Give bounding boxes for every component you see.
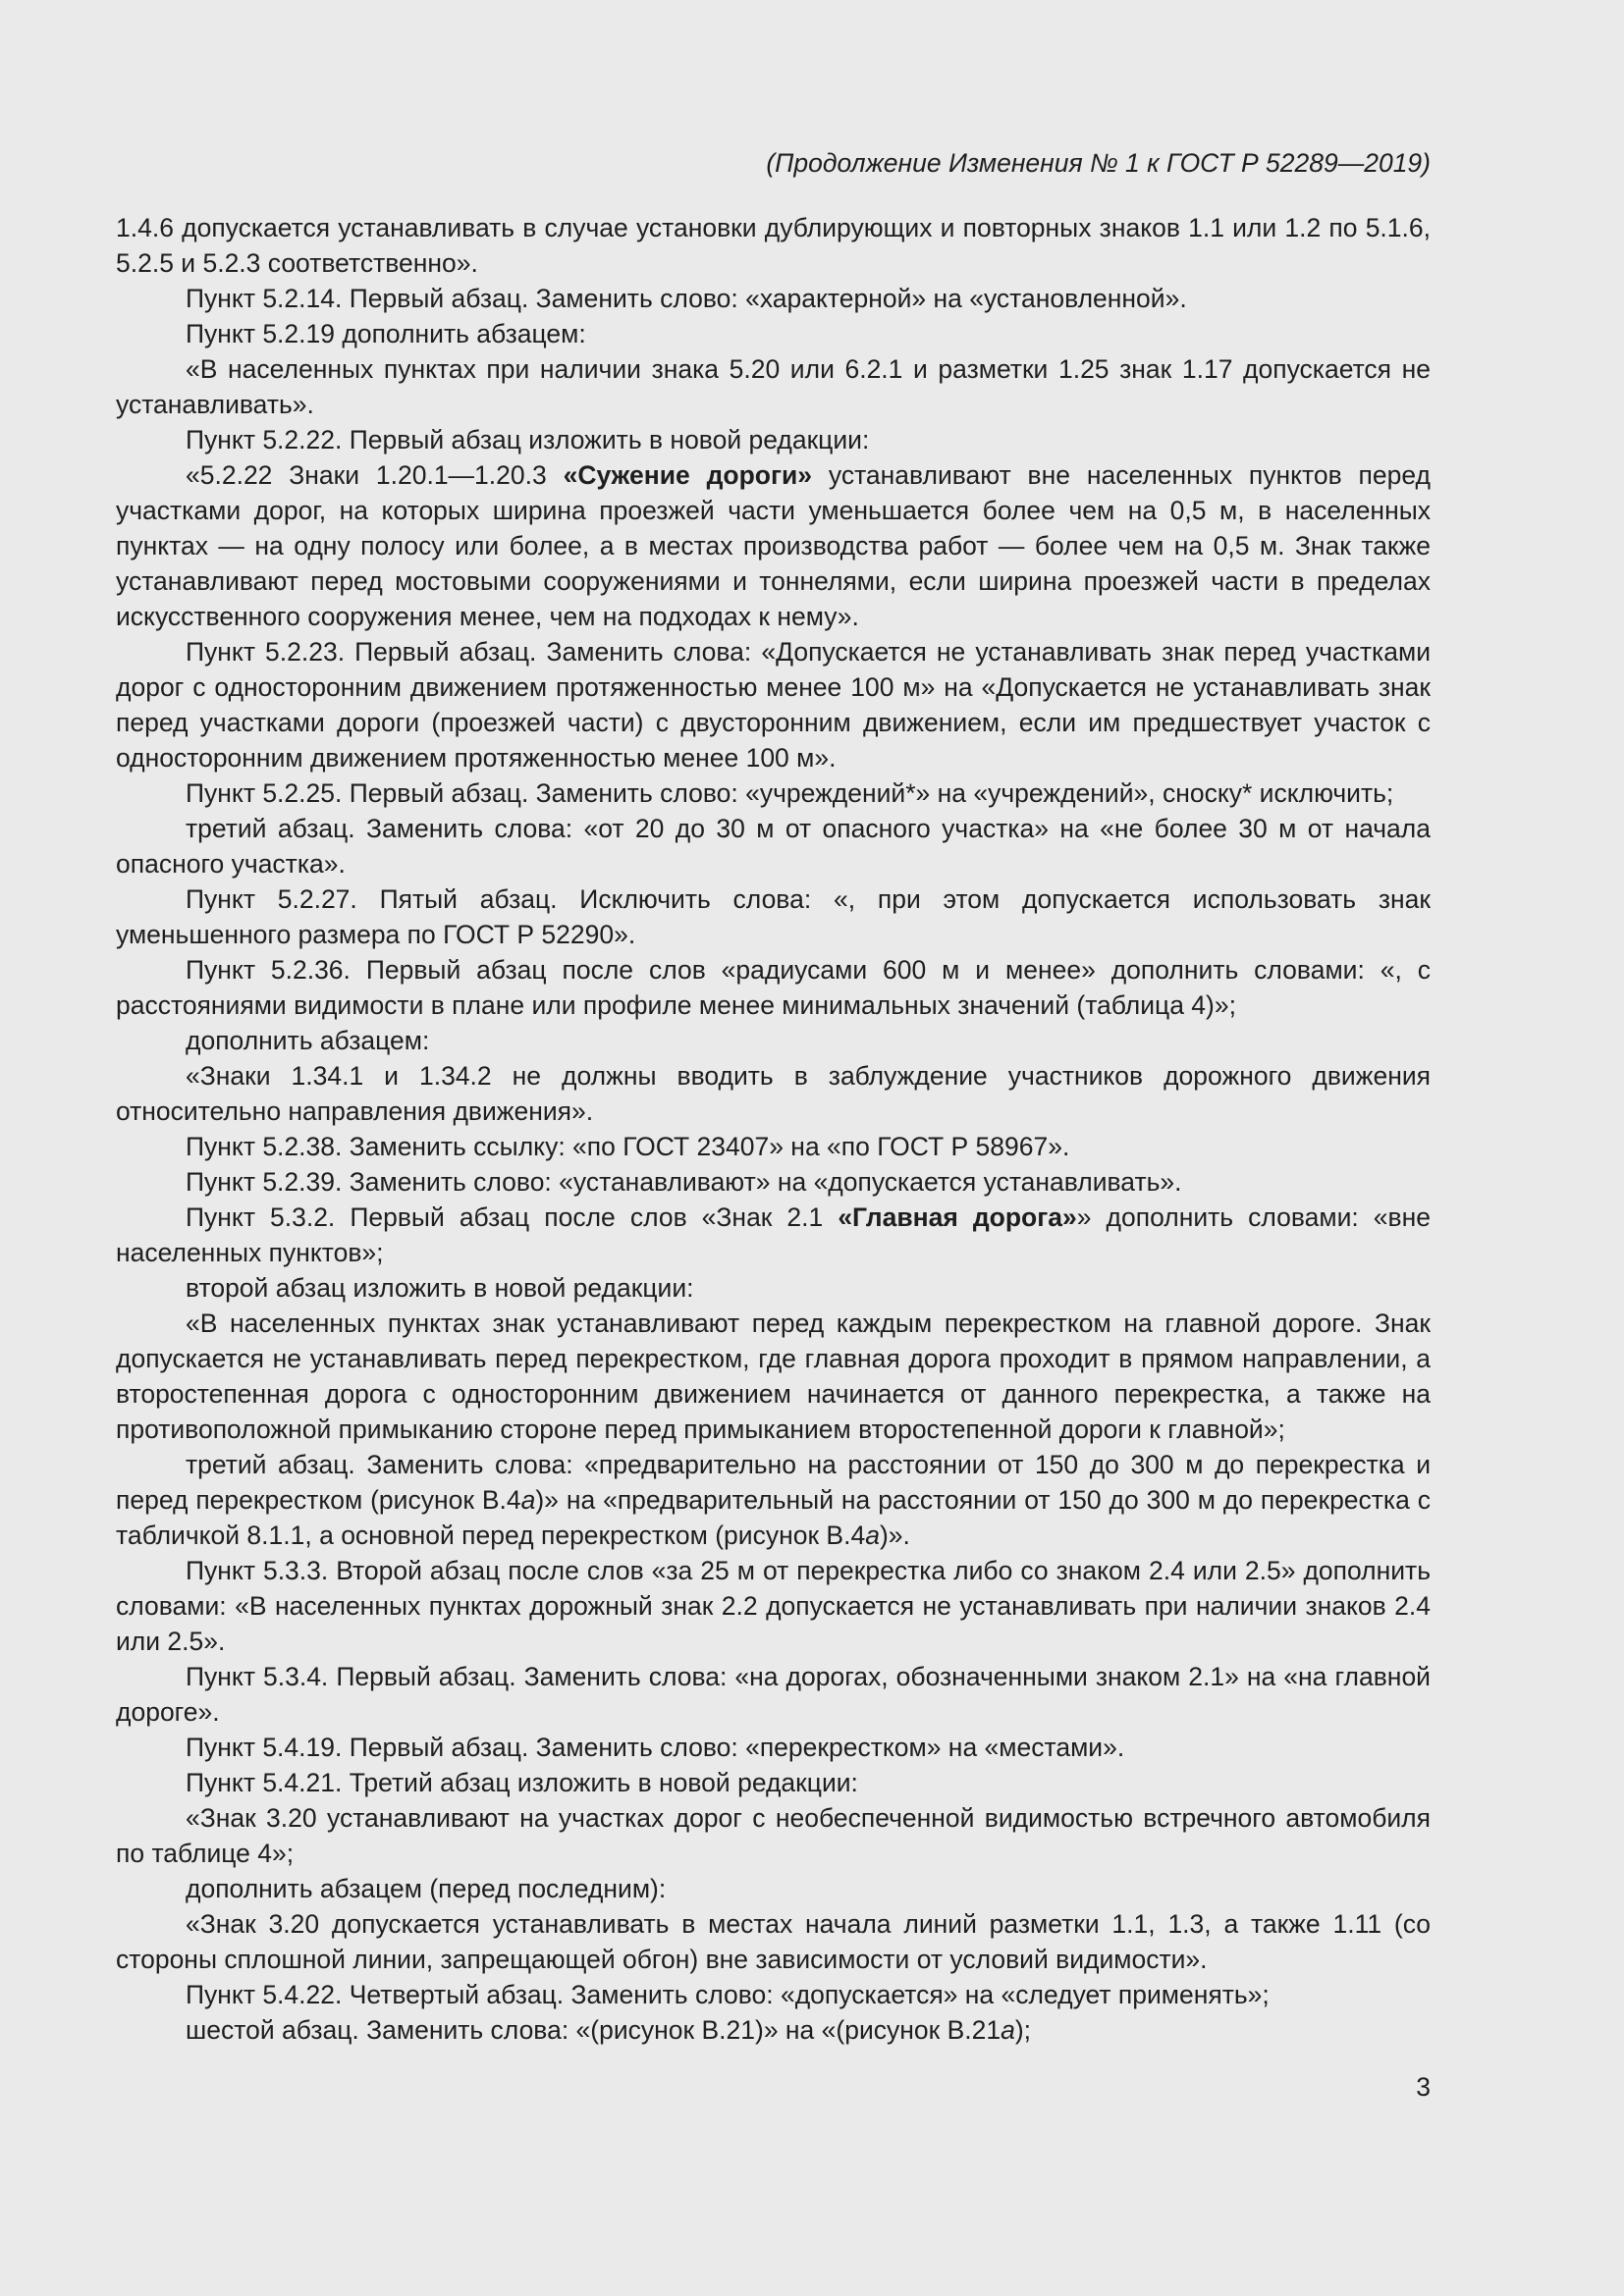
paragraph bbox=[116, 1730, 1431, 1765]
text-run: )». bbox=[879, 1521, 910, 1550]
paragraph bbox=[116, 1553, 1431, 1659]
text-run: Пункт 5.4.21. Третий абзац изложить в новой редакции: bbox=[186, 1768, 858, 1797]
text-run: третий абзац. Заменить слова: «предварительно на расстоянии от 150 до 300 м до перекрестка и перед перекрестком (рисунок В.4 bbox=[116, 1450, 1431, 1515]
text-run: дополнить абзацем: bbox=[186, 1026, 430, 1055]
text-run: Пункт 5.2.19 дополнить абзацем: bbox=[186, 319, 586, 348]
text-run: «Знаки 1.34.1 и 1.34.2 не должны вводить в заблуждение участников дорожного движения относительно направления движения». bbox=[116, 1061, 1431, 1126]
paragraph bbox=[116, 1129, 1431, 1164]
text-run: дополнить абзацем (перед последним): bbox=[186, 1874, 667, 1903]
text-run: «В населенных пунктах при наличии знака 5.20 или 6.2.1 и разметки 1.25 знак 1.17 допускается не устанавливать». bbox=[116, 354, 1431, 419]
document-body bbox=[116, 210, 1431, 2048]
text-run: устанавливают вне населенных пунктов перед участками дорог, на которых ширина проезжей части уменьшается более чем на 0,5 м, в населенных пунктах — на одну полосу или более, а в местах производства работ — более чем на 0,5 м. Знак также устанавливают перед мостовыми сооружениями и тоннелями, если ширина проезжей части в пределах искусственного сооружения менее, чем на подходах к нему». bbox=[116, 460, 1432, 631]
text-run: Пункт 5.2.22. Первый абзац изложить в новой редакции: bbox=[186, 425, 870, 454]
text-run: Пункт 5.3.4. Первый абзац. Заменить слова: «на дорогах, обозначенными знаком 2.1» на «на главной дороге». bbox=[116, 1662, 1431, 1727]
italic-text: а bbox=[1001, 2015, 1015, 2045]
paragraph bbox=[116, 1765, 1431, 1800]
paragraph bbox=[116, 811, 1431, 881]
text-run: шестой абзац. Заменить слова: «(рисунок В.21)» на «(рисунок В.21 bbox=[186, 2015, 1001, 2045]
text-run: Пункт 5.2.25. Первый абзац. Заменить слово: «учреждений*» на «учреждений», сноску* исключить; bbox=[186, 778, 1394, 808]
text-run: второй абзац изложить в новой редакции: bbox=[186, 1273, 694, 1303]
text-run: Пункт 5.2.14. Первый абзац. Заменить слово: «характерной» на «установленной». bbox=[186, 284, 1187, 313]
paragraph bbox=[116, 1164, 1431, 1200]
paragraph bbox=[116, 952, 1431, 1023]
text-run: «Знак 3.20 устанавливают на участках дорог с необеспеченной видимостью встречного автомобиля по таблице 4»; bbox=[116, 1803, 1431, 1868]
italic-text: а bbox=[865, 1521, 880, 1550]
paragraph bbox=[116, 316, 1431, 351]
bold-text: «Сужение дороги» bbox=[563, 460, 813, 490]
paragraph bbox=[116, 457, 1431, 634]
paragraph bbox=[116, 775, 1431, 811]
paragraph bbox=[116, 1306, 1431, 1447]
paragraph bbox=[116, 1906, 1431, 1977]
paragraph bbox=[116, 2012, 1431, 2048]
text-run: «5.2.22 Знаки 1.20.1—1.20.3 bbox=[186, 460, 564, 490]
text-run: Пункт 5.4.19. Первый абзац. Заменить слово: «перекрестком» на «местами». bbox=[186, 1733, 1125, 1762]
paragraph bbox=[116, 1447, 1431, 1553]
text-run: Пункт 5.3.3. Второй абзац после слов «за 25 м от перекрестка либо со знаком 2.4 или 2.5» дополнить словами: «В населенных пунктах дорожный знак 2.2 допускается не устанавливать при наличии знаков 2.4 или 2.5». bbox=[116, 1556, 1431, 1656]
text-run: третий абзац. Заменить слова: «от 20 до 30 м от опасного участка» на «не более 30 м от начала опасного участка». bbox=[116, 814, 1431, 879]
text-run: «В населенных пунктах знак устанавливают перед каждым перекрестком на главной дороге. Знак допускается не устанавливать перед перекрестком, где главная дорога проходит в прямом направлении, а второстепенная дорога с односторонним движением начинается от данного перекрестка, а также на противоположной примыканию стороне перед примыканием второстепенной дороги к главной»; bbox=[116, 1308, 1431, 1444]
text-run: 1.4.6 допускается устанавливать в случае установки дублирующих и повторных знаков 1.1 или 1.2 по 5.1.6, 5.2.5 и 5.2.3 соответственно». bbox=[116, 213, 1431, 278]
running-header: (Продолжение Изменения № 1 к ГОСТ Р 52289—2019) bbox=[766, 148, 1431, 178]
paragraph bbox=[116, 634, 1431, 775]
paragraph bbox=[116, 281, 1431, 316]
paragraph bbox=[116, 422, 1431, 457]
text-run: Пункт 5.2.23. Первый абзац. Заменить слова: «Допускается не устанавливать знак перед участками дорог с односторонним движением протяженностью менее 100 м» на «Допускается не устанавливать знак перед участками дороги (проезжей части) с двусторонним движением, если им предшествует участок с односторонним движением протяженностью менее 100 м». bbox=[116, 637, 1431, 773]
text-run: Пункт 5.2.38. Заменить ссылку: «по ГОСТ 23407» на «по ГОСТ Р 58967». bbox=[186, 1132, 1070, 1161]
text-run: Пункт 5.2.39. Заменить слово: «устанавливают» на «допускается устанавливать». bbox=[186, 1167, 1182, 1197]
paragraph bbox=[116, 881, 1431, 952]
paragraph bbox=[116, 1800, 1431, 1871]
page-number: 3 bbox=[1416, 2072, 1431, 2102]
paragraph bbox=[116, 1058, 1431, 1129]
paragraph bbox=[116, 1871, 1431, 1906]
text-run: Пункт 5.2.27. Пятый абзац. Исключить слова: «, при этом допускается использовать знак уменьшенного размера по ГОСТ Р 52290». bbox=[116, 884, 1431, 949]
italic-text: а bbox=[520, 1485, 536, 1515]
paragraph bbox=[116, 1977, 1431, 2012]
paragraph bbox=[116, 210, 1431, 281]
text-run: )» на «предварительный на расстоянии от 150 до 300 м до перекрестка с табличкой 8.1.1, а основной перед перекрестком (рисунок В.4 bbox=[116, 1485, 1431, 1550]
paragraph bbox=[116, 1659, 1431, 1730]
text-run: Пункт 5.3.2. Первый абзац после слов «Знак 2.1 bbox=[186, 1202, 839, 1232]
paragraph bbox=[116, 1200, 1431, 1270]
text-run: Пункт 5.4.22. Четвертый абзац. Заменить слово: «допускается» на «следует применять»; bbox=[186, 1980, 1270, 2009]
paragraph bbox=[116, 1270, 1431, 1306]
bold-text: «Главная дорога» bbox=[838, 1202, 1077, 1232]
paragraph bbox=[116, 1023, 1431, 1058]
text-run: Пункт 5.2.36. Первый абзац после слов «радиусами 600 м и менее» дополнить словами: «, с расстояниями видимости в плане или профиле менее минимальных значений (таблица 4)»; bbox=[116, 955, 1431, 1020]
text-run: ); bbox=[1014, 2015, 1032, 2045]
text-run: » дополнить словами: «вне населенных пунктов»; bbox=[116, 1202, 1431, 1267]
paragraph bbox=[116, 351, 1431, 422]
text-run: «Знак 3.20 допускается устанавливать в местах начала линий разметки 1.1, 1.3, а также 1.11 (со стороны сплошной линии, запрещающей обгон) вне зависимости от условий видимости». bbox=[116, 1909, 1431, 1974]
